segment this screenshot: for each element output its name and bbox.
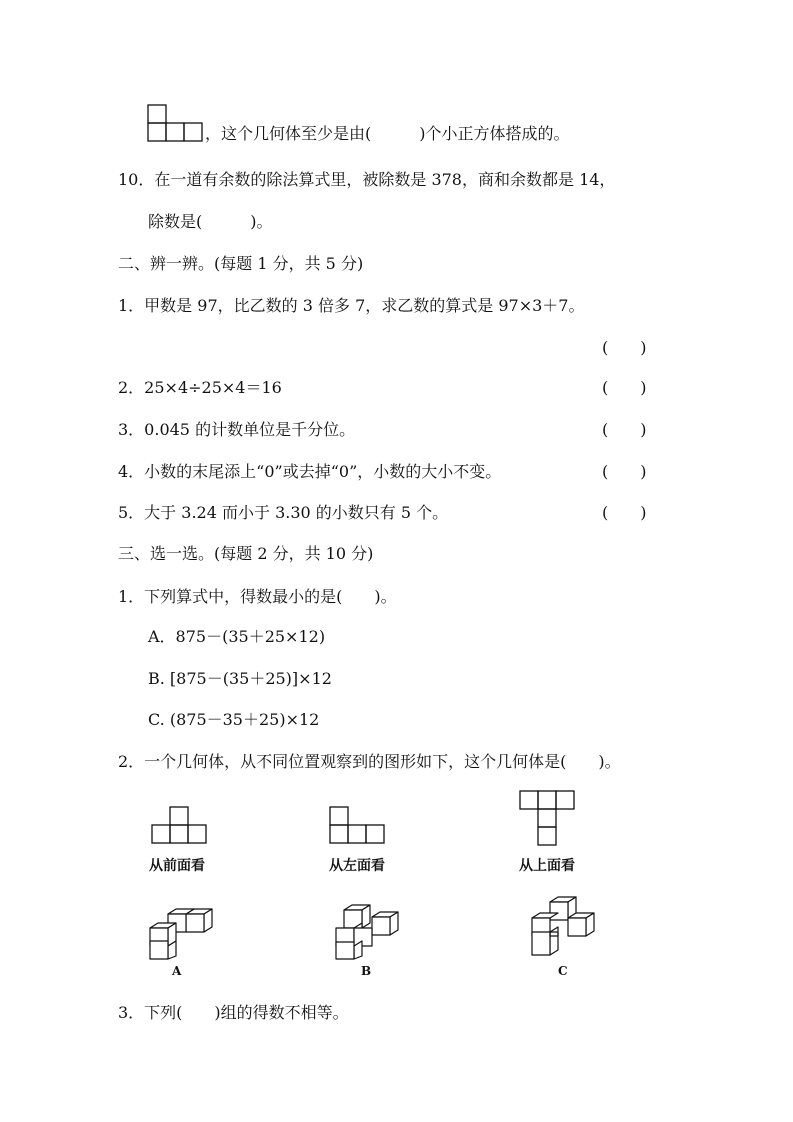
judge-4-answer[interactable]: ( ) bbox=[602, 462, 647, 481]
choice1-option-c[interactable]: C. (875－35＋25)×12 bbox=[148, 710, 320, 729]
choice1-option-a[interactable]: A．875－(35＋25×12) bbox=[148, 627, 326, 646]
option-b-label: B bbox=[361, 964, 372, 978]
option-a-solid[interactable] bbox=[148, 908, 218, 960]
q9-text: ，这个几何体至少是由( )个小正方体搭成的。 bbox=[205, 124, 570, 143]
judge-1-answer[interactable]: ( ) bbox=[602, 338, 647, 357]
judge-3-text: 3．0.045 的计数单位是千分位。 bbox=[118, 420, 356, 439]
choice2-stem: 2．一个几何体，从不同位置观察到的图形如下，这个几何体是( )。 bbox=[118, 752, 621, 771]
left-view-label: 从左面看 bbox=[329, 858, 385, 874]
judge-4-text: 4．小数的末尾添上“0”或去掉“0”，小数的大小不变。 bbox=[118, 462, 502, 481]
left-view-figure bbox=[329, 806, 389, 846]
choice1-option-b[interactable]: B. [875－(35＋25)]×12 bbox=[148, 669, 332, 688]
section2-title: 二、辨一辨。(每题 1 分，共 5 分) bbox=[118, 254, 364, 273]
judge-3-answer[interactable]: ( ) bbox=[602, 420, 647, 439]
option-c-label: C bbox=[558, 964, 568, 978]
choice1-stem: 1．下列算式中，得数最小的是( )。 bbox=[118, 587, 397, 606]
choice3-stem: 3．下列( )组的得数不相等。 bbox=[118, 1003, 349, 1022]
top-view-label: 从上面看 bbox=[519, 858, 575, 874]
judge-2-answer[interactable]: ( ) bbox=[602, 378, 647, 397]
option-c-solid[interactable] bbox=[528, 896, 600, 958]
q10-line2: 除数是( )。 bbox=[148, 212, 273, 231]
front-view-figure bbox=[151, 806, 211, 846]
judge-5-text: 5．大于 3.24 而小于 3.30 的小数只有 5 个。 bbox=[118, 503, 449, 522]
judge-2-text: 2．25×4÷25×4＝16 bbox=[118, 378, 282, 397]
judge-5-answer[interactable]: ( ) bbox=[602, 503, 647, 522]
judge-1-text: 1．甲数是 97，比乙数的 3 倍多 7，求乙数的算式是 97×3＋7。 bbox=[118, 296, 585, 315]
front-view-label: 从前面看 bbox=[149, 858, 205, 874]
q10-line1: 10．在一道有余数的除法算式里，被除数是 378，商和余数都是 14， bbox=[118, 170, 616, 189]
q9-view-figure bbox=[147, 104, 207, 144]
top-view-figure bbox=[519, 790, 579, 850]
option-a-label: A bbox=[172, 964, 182, 978]
section3-title: 三、选一选。(每题 2 分，共 10 分) bbox=[118, 544, 374, 563]
option-b-solid[interactable] bbox=[334, 904, 404, 960]
